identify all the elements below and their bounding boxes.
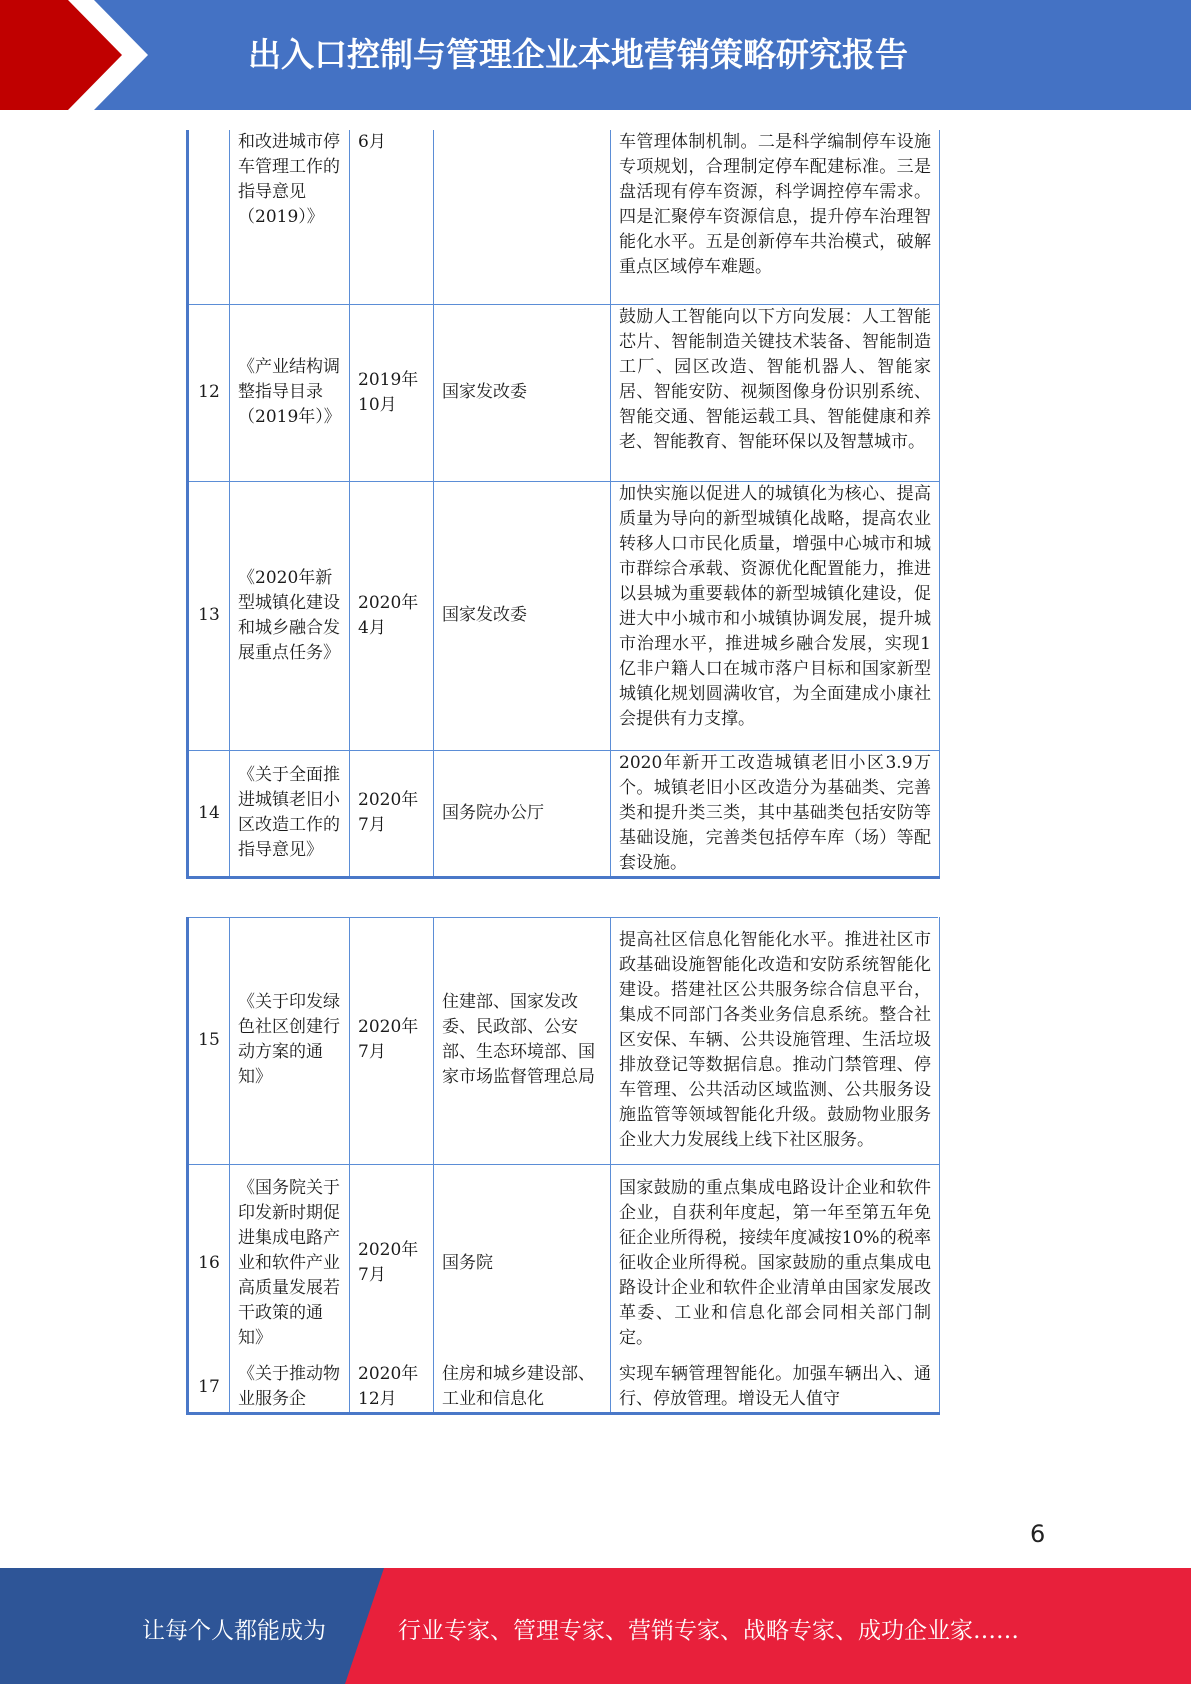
table-row xyxy=(188,130,940,304)
row-number: 17 xyxy=(188,1362,230,1414)
policy-content: 加快实施以促进人的城镇化为核心、提高质量为导向的新型城镇化战略，提高农业转移人口市民化质量，增强中心城市和城市群综合承载、资源优化配置能力，推进以县城为重要载体的新型城镇化建设，促进大中小城市和小城镇协调发展，提升城市治理水平，推进城乡融合发展，实现1亿非户籍人口在城市落户目标和国家新型城镇化规划圆满收官，为全面建成小康社会提供有力支撑。 xyxy=(611,481,940,750)
row-number: 14 xyxy=(188,750,230,877)
issuing-authority xyxy=(434,130,611,304)
policy-name: 《2020年新型城镇化建设和城乡融合发展重点任务》 xyxy=(230,481,350,750)
page-number: 6 xyxy=(1030,1520,1046,1548)
policy-name: 《关于全面推进城镇老旧小区改造工作的指导意见》 xyxy=(230,750,350,877)
policy-content: 2020年新开工改造城镇老旧小区3.9万个。城镇老旧小区改造分为基础类、完善类和提升类三类，其中基础类包括安防等基础设施，完善类包括停车库（场）等配套设施。 xyxy=(611,750,940,877)
issue-date: 2019年10月 xyxy=(350,304,434,481)
issuing-authority: 住房和城乡建设部、工业和信息化 xyxy=(434,1362,611,1414)
policy-content: 实现车辆管理智能化。加强车辆出入、通行、停放管理。增设无人值守 xyxy=(611,1362,940,1414)
issuing-authority: 国家发改委 xyxy=(434,481,611,750)
table-row xyxy=(188,1362,940,1414)
row-number: 12 xyxy=(188,304,230,481)
footer-slogan-right: 行业专家、管理专家、营销专家、战略专家、成功企业家…… xyxy=(398,1618,1019,1644)
table-row xyxy=(188,750,940,877)
issue-date: 2020年7月 xyxy=(350,1164,434,1362)
policy-table-1 xyxy=(186,130,940,879)
footer-slogan-left: 让每个人都能成为 xyxy=(142,1618,326,1644)
row-number xyxy=(188,130,230,304)
row-number: 16 xyxy=(188,1164,230,1362)
table-row xyxy=(188,481,940,750)
policy-content: 提高社区信息化智能化水平。推进社区市政基础设施智能化改造和安防系统智能化建设。搭建社区公共服务综合信息平台，集成不同部门各类业务信息系统。整合社区安保、车辆、公共设施管理、生活垃圾排放登记等数据信息。推动门禁管理、停车管理、公共活动区域监测、公共服务设施监管等领域智能化升级。鼓励物业服务企业大力发展线上线下社区服务。 xyxy=(611,917,940,1164)
row-number: 13 xyxy=(188,481,230,750)
policy-content: 鼓励人工智能向以下方向发展：人工智能芯片、智能制造关键技术装备、智能制造工厂、园区改造、智能机器人、智能家居、智能安防、视频图像身份识别系统、智能交通、智能运载工具、智能健康和养老、智能教育、智能环保以及智慧城市。 xyxy=(611,304,940,481)
policy-name: 《关于印发绿色社区创建行动方案的通知》 xyxy=(230,917,350,1164)
policy-table-2 xyxy=(186,917,940,1415)
policy-name: 《国务院关于印发新时期促进集成电路产业和软件产业高质量发展若干政策的通知》 xyxy=(230,1164,350,1362)
issuing-authority: 国务院 xyxy=(434,1164,611,1362)
policy-content: 车管理体制机制。二是科学编制停车设施专项规划，合理制定停车配建标准。三是盘活现有停车资源，科学调控停车需求。四是汇聚停车资源信息，提升停车治理智能化水平。五是创新停车共治模式，破解重点区域停车难题。 xyxy=(611,130,940,304)
table-row xyxy=(188,917,940,1164)
row-number: 15 xyxy=(188,917,230,1164)
issue-date: 6月 xyxy=(350,130,434,304)
header-chevron-decoration xyxy=(0,0,160,110)
policy-name: 和改进城市停车管理工作的指导意见 （2019）》 xyxy=(230,130,350,304)
policy-name: 《产业结构调整指导目录（2019年）》 xyxy=(230,304,350,481)
issuing-authority: 住建部、国家发改委、民政部、公安部、生态环境部、国家市场监督管理总局 xyxy=(434,917,611,1164)
issue-date: 2020年7月 xyxy=(350,917,434,1164)
issue-date: 2020年7月 xyxy=(350,750,434,877)
table-row xyxy=(188,1164,940,1362)
policy-content: 国家鼓励的重点集成电路设计企业和软件企业，自获利年度起，第一年至第五年免征企业所得税，接续年度减按10%的税率征收企业所得税。国家鼓励的重点集成电路设计企业和软件企业清单由国家发展改革委、工业和信息化部会同相关部门制定。 xyxy=(611,1164,940,1362)
issuing-authority: 国务院办公厅 xyxy=(434,750,611,877)
policy-name: 《关于推动物业服务企 xyxy=(230,1362,350,1414)
issue-date: 2020年4月 xyxy=(350,481,434,750)
table-row xyxy=(188,304,940,481)
issuing-authority: 国家发改委 xyxy=(434,304,611,481)
issue-date: 2020年12月 xyxy=(350,1362,434,1414)
report-title: 出入口控制与管理企业本地营销策略研究报告 xyxy=(248,35,908,74)
